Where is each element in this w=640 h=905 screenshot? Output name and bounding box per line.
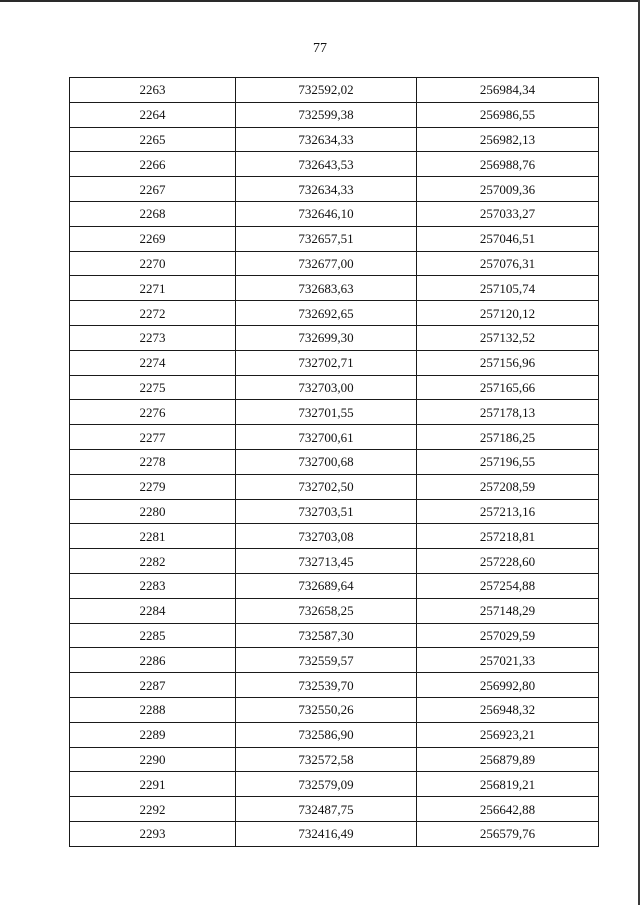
x-coordinate-cell: 732683,63 (236, 276, 417, 301)
table-row (70, 772, 599, 797)
table-row (70, 697, 599, 722)
x-coordinate-cell: 732586,90 (236, 722, 417, 747)
x-coordinate-cell: 732599,38 (236, 102, 417, 127)
y-coordinate-cell: 256642,88 (417, 797, 599, 822)
table-row (70, 375, 599, 400)
coordinates-table-body (70, 78, 599, 847)
point-number-cell: 2285 (70, 623, 236, 648)
table-row (70, 127, 599, 152)
table-row (70, 673, 599, 698)
x-coordinate-cell: 732657,51 (236, 226, 417, 251)
point-number-cell: 2284 (70, 598, 236, 623)
x-coordinate-cell: 732677,00 (236, 251, 417, 276)
point-number-cell: 2278 (70, 449, 236, 474)
x-coordinate-cell: 732713,45 (236, 549, 417, 574)
point-number-cell: 2293 (70, 821, 236, 846)
table-row (70, 524, 599, 549)
x-coordinate-cell: 732646,10 (236, 201, 417, 226)
y-coordinate-cell: 256923,21 (417, 722, 599, 747)
point-number-cell: 2267 (70, 177, 236, 202)
point-number-cell: 2274 (70, 350, 236, 375)
y-coordinate-cell: 257033,27 (417, 201, 599, 226)
y-coordinate-cell: 256992,80 (417, 673, 599, 698)
y-coordinate-cell: 257120,12 (417, 301, 599, 326)
coordinates-table (69, 77, 599, 847)
x-coordinate-cell: 732487,75 (236, 797, 417, 822)
x-coordinate-cell: 732550,26 (236, 697, 417, 722)
point-number-cell: 2275 (70, 375, 236, 400)
y-coordinate-cell: 257076,31 (417, 251, 599, 276)
point-number-cell: 2264 (70, 102, 236, 127)
point-number-cell: 2268 (70, 201, 236, 226)
y-coordinate-cell: 257009,36 (417, 177, 599, 202)
table-row (70, 623, 599, 648)
x-coordinate-cell: 732579,09 (236, 772, 417, 797)
x-coordinate-cell: 732689,64 (236, 573, 417, 598)
x-coordinate-cell: 732692,65 (236, 301, 417, 326)
y-coordinate-cell: 256879,89 (417, 747, 599, 772)
y-coordinate-cell: 256984,34 (417, 78, 599, 103)
y-coordinate-cell: 256948,32 (417, 697, 599, 722)
point-number-cell: 2283 (70, 573, 236, 598)
table-row (70, 177, 599, 202)
x-coordinate-cell: 732700,68 (236, 449, 417, 474)
point-number-cell: 2290 (70, 747, 236, 772)
x-coordinate-cell: 732700,61 (236, 425, 417, 450)
table-row (70, 350, 599, 375)
y-coordinate-cell: 257029,59 (417, 623, 599, 648)
y-coordinate-cell: 257165,66 (417, 375, 599, 400)
x-coordinate-cell: 732702,50 (236, 474, 417, 499)
point-number-cell: 2292 (70, 797, 236, 822)
table-row (70, 573, 599, 598)
table-row (70, 152, 599, 177)
table-row (70, 78, 599, 103)
x-coordinate-cell: 732699,30 (236, 325, 417, 350)
point-number-cell: 2289 (70, 722, 236, 747)
x-coordinate-cell: 732703,08 (236, 524, 417, 549)
y-coordinate-cell: 256982,13 (417, 127, 599, 152)
y-coordinate-cell: 257218,81 (417, 524, 599, 549)
y-coordinate-cell: 257254,88 (417, 573, 599, 598)
table-row (70, 648, 599, 673)
x-coordinate-cell: 732701,55 (236, 400, 417, 425)
point-number-cell: 2266 (70, 152, 236, 177)
point-number-cell: 2270 (70, 251, 236, 276)
table-row (70, 747, 599, 772)
table-row (70, 821, 599, 846)
y-coordinate-cell: 257186,25 (417, 425, 599, 450)
x-coordinate-cell: 732634,33 (236, 127, 417, 152)
y-coordinate-cell: 257156,96 (417, 350, 599, 375)
point-number-cell: 2277 (70, 425, 236, 450)
table-row (70, 325, 599, 350)
table-row (70, 474, 599, 499)
y-coordinate-cell: 257178,13 (417, 400, 599, 425)
table-row (70, 201, 599, 226)
point-number-cell: 2272 (70, 301, 236, 326)
x-coordinate-cell: 732587,30 (236, 623, 417, 648)
x-coordinate-cell: 732539,70 (236, 673, 417, 698)
point-number-cell: 2282 (70, 549, 236, 574)
table-row (70, 449, 599, 474)
table-row (70, 276, 599, 301)
table-row (70, 226, 599, 251)
x-coordinate-cell: 732572,58 (236, 747, 417, 772)
point-number-cell: 2287 (70, 673, 236, 698)
y-coordinate-cell: 257213,16 (417, 499, 599, 524)
point-number-cell: 2281 (70, 524, 236, 549)
point-number-cell: 2291 (70, 772, 236, 797)
table-row (70, 549, 599, 574)
x-coordinate-cell: 732559,57 (236, 648, 417, 673)
point-number-cell: 2288 (70, 697, 236, 722)
table-row (70, 499, 599, 524)
y-coordinate-cell: 256819,21 (417, 772, 599, 797)
x-coordinate-cell: 732703,51 (236, 499, 417, 524)
table-row (70, 301, 599, 326)
point-number-cell: 2279 (70, 474, 236, 499)
point-number-cell: 2269 (70, 226, 236, 251)
x-coordinate-cell: 732634,33 (236, 177, 417, 202)
y-coordinate-cell: 257132,52 (417, 325, 599, 350)
y-coordinate-cell: 257021,33 (417, 648, 599, 673)
point-number-cell: 2273 (70, 325, 236, 350)
table-row (70, 797, 599, 822)
y-coordinate-cell: 257228,60 (417, 549, 599, 574)
page-number: 77 (313, 41, 327, 56)
y-coordinate-cell: 256986,55 (417, 102, 599, 127)
point-number-cell: 2271 (70, 276, 236, 301)
x-coordinate-cell: 732643,53 (236, 152, 417, 177)
x-coordinate-cell: 732658,25 (236, 598, 417, 623)
table-row (70, 598, 599, 623)
table-row (70, 425, 599, 450)
table-row (70, 400, 599, 425)
point-number-cell: 2280 (70, 499, 236, 524)
y-coordinate-cell: 256988,76 (417, 152, 599, 177)
page-edge-top (0, 0, 640, 2)
x-coordinate-cell: 732592,02 (236, 78, 417, 103)
x-coordinate-cell: 732702,71 (236, 350, 417, 375)
y-coordinate-cell: 257208,59 (417, 474, 599, 499)
y-coordinate-cell: 257196,55 (417, 449, 599, 474)
table-row (70, 102, 599, 127)
point-number-cell: 2265 (70, 127, 236, 152)
y-coordinate-cell: 257105,74 (417, 276, 599, 301)
point-number-cell: 2276 (70, 400, 236, 425)
point-number-cell: 2263 (70, 78, 236, 103)
y-coordinate-cell: 256579,76 (417, 821, 599, 846)
x-coordinate-cell: 732703,00 (236, 375, 417, 400)
table-row (70, 251, 599, 276)
y-coordinate-cell: 257046,51 (417, 226, 599, 251)
x-coordinate-cell: 732416,49 (236, 821, 417, 846)
point-number-cell: 2286 (70, 648, 236, 673)
y-coordinate-cell: 257148,29 (417, 598, 599, 623)
table-row (70, 722, 599, 747)
